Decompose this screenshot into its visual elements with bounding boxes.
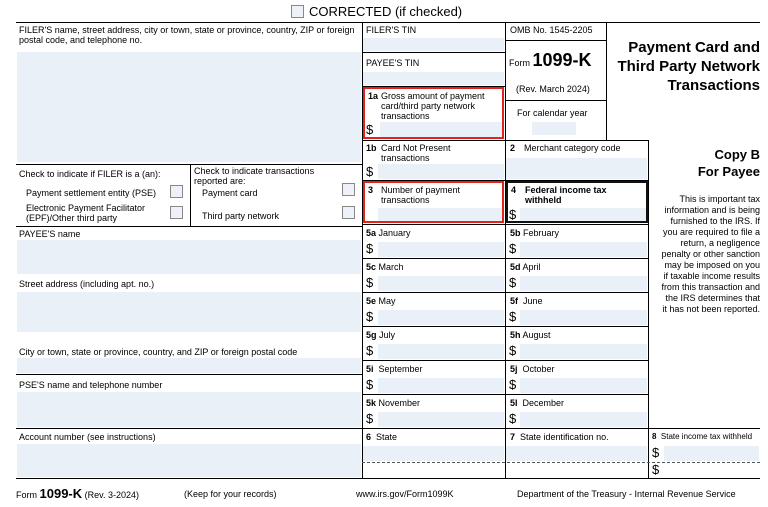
payee-tin-label: PAYEE'S TIN xyxy=(366,58,420,68)
box-5g-dollar: $ xyxy=(366,343,374,358)
box-2-field[interactable] xyxy=(506,158,647,179)
line-mid-52 xyxy=(362,52,505,53)
box-5f: 5f June xyxy=(510,296,543,306)
line-left-226 xyxy=(16,226,362,227)
box-3-label: Number of payment transactions xyxy=(381,185,461,205)
box-4-label: Federal income tax withheld xyxy=(525,185,607,205)
box-5j-field[interactable] xyxy=(520,378,647,393)
filer-name-label: FILER'S name, street address, city or town, state or province, country, ZIP or foreign postal code, and telephone no. xyxy=(19,25,355,45)
footer-keep-notice: (Keep for your records) xyxy=(184,489,277,499)
line-left-374 xyxy=(16,374,362,375)
box-5k: 5k November xyxy=(366,398,421,408)
pse-name-field[interactable] xyxy=(17,392,361,427)
irs-notice: This is important tax information and is being furnished to the IRS. If you are required to file a return, a negligence penalty or other sanction may be imposed on you if taxable income results from this transaction and the IRS determines that it has not been reported. xyxy=(661,194,760,314)
box-5l-dollar: $ xyxy=(509,411,517,426)
box-5h: 5h August xyxy=(510,330,551,340)
form-bottom-border xyxy=(16,478,760,479)
corrected-header xyxy=(291,4,462,19)
box-5d-dollar: $ xyxy=(509,275,517,290)
city-field[interactable] xyxy=(17,358,361,373)
box-5j: 5j October xyxy=(510,364,555,374)
box-7: 7 State identification no. xyxy=(510,432,609,442)
epf-checkbox-label: Electronic Payment Facilitator (EPF)/Other third party xyxy=(26,203,146,223)
box-5a-dollar: $ xyxy=(366,241,374,256)
box-5h-dollar: $ xyxy=(509,343,517,358)
box-5e: 5e May xyxy=(366,296,396,306)
revision-date: (Rev. March 2024) xyxy=(516,84,590,94)
payment-card-checkbox[interactable] xyxy=(342,183,355,196)
line-mid-394 xyxy=(362,394,648,395)
box-4-dollar: $ xyxy=(509,207,517,222)
form-number-block xyxy=(509,50,592,71)
box-5c: 5c March xyxy=(366,262,404,272)
box-5e-field[interactable] xyxy=(378,310,504,325)
filer-name-field[interactable] xyxy=(17,52,361,162)
footer-url[interactable]: www.irs.gov/Form1099K xyxy=(356,489,454,499)
corrected-label: CORRECTED (if checked) xyxy=(309,4,463,19)
filer-tin-field[interactable] xyxy=(363,38,504,51)
box-5d: 5d April xyxy=(510,262,541,272)
pse-checkbox[interactable] xyxy=(170,185,183,198)
box-5a: 5a January xyxy=(366,228,411,238)
box-5h-field[interactable] xyxy=(520,344,647,359)
divider-col-3-top xyxy=(606,22,607,140)
line-left-164 xyxy=(16,164,362,165)
box-8-dollar-2: $ xyxy=(652,462,660,477)
form-title: Payment Card and Third Party Network Transactions xyxy=(617,39,760,94)
box-5i-field[interactable] xyxy=(378,378,504,393)
box-5e-dollar: $ xyxy=(366,309,374,324)
line-mid-428 xyxy=(362,428,760,429)
box-1b-number: 1b xyxy=(366,143,377,153)
copy-b-label: Copy B xyxy=(714,147,760,162)
payee-tin-field[interactable] xyxy=(363,72,504,85)
line-omb-40 xyxy=(505,40,606,41)
street-address-label: Street address (including apt. no.) xyxy=(19,279,155,289)
line-mid-258 xyxy=(362,258,648,259)
box-5g-field[interactable] xyxy=(378,344,504,359)
calendar-year-field[interactable] xyxy=(532,122,576,135)
pse-checkbox-label: Payment settlement entity (PSE) xyxy=(26,188,157,198)
payment-card-label: Payment card xyxy=(202,188,258,198)
city-label: City or town, state or province, country, and ZIP or foreign postal code xyxy=(19,347,298,357)
box-8-dollar-1: $ xyxy=(652,445,660,460)
box-5a-field[interactable] xyxy=(378,242,504,257)
third-party-label: Third party network xyxy=(202,211,280,221)
divider-col-2 xyxy=(505,22,506,478)
form-prefix: Form xyxy=(509,58,530,68)
box-8-field[interactable] xyxy=(664,446,759,461)
box-1b-field[interactable] xyxy=(378,164,504,179)
box-5b: 5b February xyxy=(510,228,560,238)
form-number: 1099-K xyxy=(532,50,592,70)
box-3-number: 3 xyxy=(368,185,374,195)
box-5d-field[interactable] xyxy=(520,276,647,291)
box-1a-number: 1a xyxy=(368,91,379,101)
box-1b-label: Card Not Present transactions xyxy=(381,143,451,163)
omb-number: OMB No. 1545-2205 xyxy=(510,25,593,35)
box-6: 6 State xyxy=(366,432,398,442)
third-party-checkbox[interactable] xyxy=(342,206,355,219)
box-5j-dollar: $ xyxy=(509,377,517,392)
street-address-field[interactable] xyxy=(17,292,361,332)
box-5g: 5g July xyxy=(366,330,396,340)
box-5i-dollar: $ xyxy=(366,377,374,392)
box-5l: 5l December xyxy=(510,398,565,408)
line-mid-326 xyxy=(362,326,648,327)
box-5c-field[interactable] xyxy=(378,276,504,291)
box-2-label: Merchant category code xyxy=(524,143,621,153)
line-mid-292 xyxy=(362,292,648,293)
line-left-428 xyxy=(16,428,362,429)
line-omb-100 xyxy=(505,100,606,101)
box-8: 8 State income tax withheld xyxy=(652,432,753,441)
check-filer-label: Check to indicate if FILER is a (an): xyxy=(19,169,161,179)
box-6-field[interactable] xyxy=(363,446,504,461)
line-mid-360 xyxy=(362,360,648,361)
payee-name-field[interactable] xyxy=(17,240,361,274)
for-payee-label: For Payee xyxy=(697,164,760,179)
copy-designation xyxy=(655,146,760,180)
line-mid-224 xyxy=(362,224,648,225)
box-5f-field[interactable] xyxy=(520,310,647,325)
pse-name-label: PSE'S name and telephone number xyxy=(19,380,163,390)
box-2-number: 2 xyxy=(510,143,516,153)
check-trans-label: Check to indicate transactions reported are: xyxy=(194,166,315,186)
form-top-border xyxy=(16,22,760,23)
box-5b-field[interactable] xyxy=(520,242,647,257)
epf-checkbox[interactable] xyxy=(170,206,183,219)
box-4-number: 4 xyxy=(511,185,517,195)
box-7-field[interactable] xyxy=(506,446,647,461)
corrected-checkbox[interactable] xyxy=(291,5,304,18)
payee-name-label: PAYEE'S name xyxy=(19,229,81,239)
account-number-field[interactable] xyxy=(17,444,361,477)
state-row-dash xyxy=(362,462,760,463)
box-1a-dollar: $ xyxy=(366,122,374,137)
account-number-label: Account number (see instructions) xyxy=(19,432,156,442)
box-5f-dollar: $ xyxy=(509,309,517,324)
box-1b-dollar: $ xyxy=(366,164,374,179)
calendar-year-label: For calendar year xyxy=(517,108,588,118)
box-5k-field[interactable] xyxy=(378,412,504,427)
filer-tin-label: FILER'S TIN xyxy=(366,25,417,35)
box-5l-field[interactable] xyxy=(520,412,647,427)
line-mid-140 xyxy=(362,140,648,141)
box-5c-dollar: $ xyxy=(366,275,374,290)
divider-check-split xyxy=(190,164,191,226)
footer-form-id: Form 1099-K (Rev. 3-2024) xyxy=(16,486,140,501)
box-5k-dollar: $ xyxy=(366,411,374,426)
box-5i: 5i September xyxy=(366,364,423,374)
box-5b-dollar: $ xyxy=(509,241,517,256)
footer-department: Department of the Treasury - Internal Revenue Service xyxy=(517,489,736,499)
box-1a-label: Gross amount of payment card/third party network transactions xyxy=(381,91,485,121)
